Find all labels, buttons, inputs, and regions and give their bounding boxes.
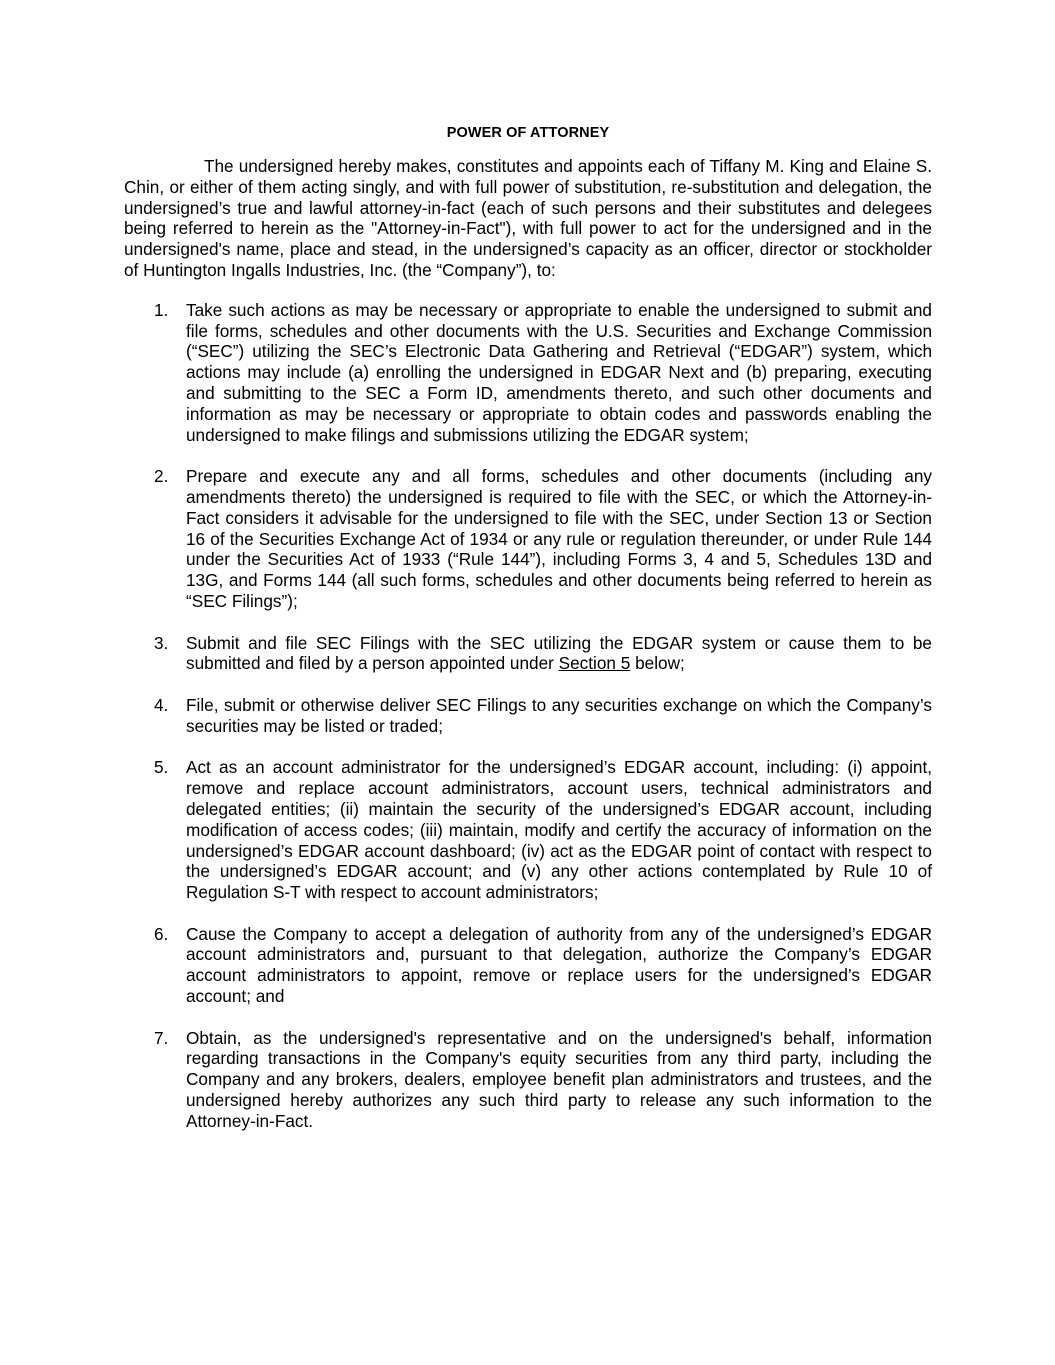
list-item	[124, 695, 932, 737]
list-item-text: Act as an account administrator for the undersigned’s EDGAR account, including: (i) appoint, remove and replace account administrators, account users, technical administrators and delegated entities; (ii) maintain the security of the undersigned’s EDGAR account, including modification of access codes; (iii) maintain, modify and certify the accuracy of information on the undersigned’s EDGAR account dashboard; (iv) act as the EDGAR point of contact with respect to the undersigned’s EDGAR account; and (v) any other actions contemplated by Rule 10 of Regulation S-T with respect to account administrators;	[186, 757, 932, 903]
list-item-number: 4.	[154, 694, 169, 715]
list-item	[124, 757, 932, 903]
list-item-number: 7.	[154, 1027, 169, 1048]
intro-paragraph: The undersigned hereby makes, constitutes and appoints each of Tiffany M. King and Elaine S. Chin, or either of them acting singly, and with full power of substitution, re-substitution and delegation, the undersigned’s true and lawful attorney-in-fact (each of such persons and their substitutes and delegees being referred to herein as the "Attorney-in-Fact"), with full power to act for the undersigned and in the undersigned's name, place and stead, in the undersigned’s capacity as an officer, director or stockholder of Huntington Ingalls Industries, Inc. (the “Company”), to:	[124, 156, 932, 280]
list-item	[124, 1028, 932, 1132]
list-item-number: 2.	[154, 466, 169, 487]
list-item	[124, 466, 932, 612]
list-item	[124, 633, 932, 675]
list-item-text: Prepare and execute any and all forms, schedules and other documents (including any amendments thereto) the undersigned is required to file with the SEC, or which the Attorney-in-Fact considers it advisable for the undersigned to file with the SEC, under Section 13 or Section 16 of the Securities Exchange Act of 1934 or any rule or regulation thereunder, or under Rule 144 under the Securities Act of 1933 (“Rule 144”), including Forms 3, 4 and 5, Schedules 13D and 13G, and Forms 144 (all such forms, schedules and other documents being referred to herein as “SEC Filings”);	[186, 466, 932, 611]
list-item	[124, 924, 932, 1007]
list-item-text: Obtain, as the undersigned's representative and on the undersigned's behalf, information regarding transactions in the Company's equity securities from any third party, including the Company and any brokers, dealers, employee benefit plan administrators and trustees, and the undersigned hereby authorizes any such third party to release any such information to the Attorney-in-Fact.	[186, 1027, 932, 1131]
list-item-text: Submit and file SEC Filings with the SEC utilizing the EDGAR system or cause them to be submitted and filed by a person appointed under	[186, 632, 932, 674]
list-item-text-after: below;	[630, 653, 685, 674]
list-item-text: File, submit or otherwise deliver SEC Filings to any securities exchange on which the Company’s securities may be listed or traded;	[186, 694, 932, 736]
document-title: POWER OF ATTORNEY	[446, 125, 610, 141]
document-page	[124, 124, 932, 1152]
list-item-text: Cause the Company to accept a delegation of authority from any of the undersigned’s EDGAR account administrators and, pursuant to that delegation, authorize the Company’s EDGAR account administrators to appoint, remove or replace users for the undersigned’s EDGAR account; and	[186, 923, 932, 1007]
list-item-text: Take such actions as may be necessary or appropriate to enable the undersigned to submit and file forms, schedules and other documents with the U.S. Securities and Exchange Commission (“SEC”) utilizing the SEC’s Electronic Data Gathering and Retrieval (“EDGAR”) system, which actions may include (a) enrolling the undersigned in EDGAR Next and (b) preparing, executing and submitting to the SEC a Form ID, amendments thereto, and such other documents and information as may be necessary or appropriate to obtain codes and passwords enabling the undersigned to make filings and submissions utilizing the EDGAR system;	[186, 299, 932, 445]
list-item-number: 1.	[154, 299, 169, 320]
list-item-number: 3.	[154, 632, 169, 653]
list-item-number: 6.	[154, 923, 169, 944]
section-5-link[interactable]: Section 5	[558, 653, 631, 674]
list-item-number: 5.	[154, 757, 169, 778]
powers-list	[124, 300, 932, 1132]
list-item	[124, 300, 932, 446]
